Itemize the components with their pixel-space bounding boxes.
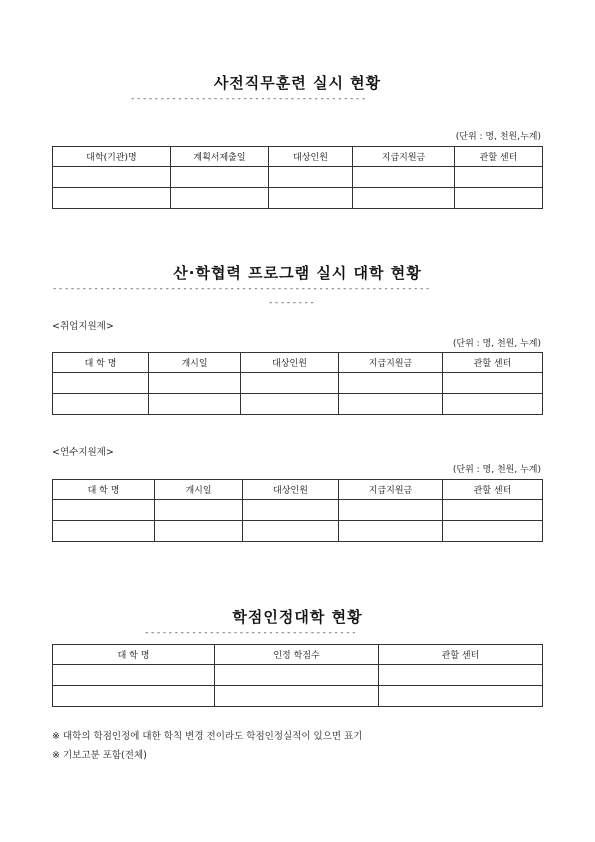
table-header-row — [53, 353, 543, 373]
header-cell: 대학(기관)명 — [53, 147, 171, 167]
table-cell[interactable] — [339, 521, 443, 542]
table-cell[interactable] — [53, 500, 155, 521]
table-cell[interactable] — [339, 373, 443, 394]
header-cell: 대 학 명 — [53, 645, 215, 665]
employment-support-table — [52, 352, 543, 415]
table-cell[interactable] — [243, 500, 339, 521]
table-cell[interactable] — [241, 394, 339, 415]
table-cell[interactable] — [353, 188, 455, 209]
table-cell[interactable] — [149, 394, 241, 415]
header-cell: 대 학 명 — [53, 353, 149, 373]
header-cell: 대상인원 — [241, 353, 339, 373]
header-cell: 관할 센터 — [455, 147, 543, 167]
table-cell[interactable] — [269, 167, 353, 188]
table-cell[interactable] — [443, 373, 543, 394]
table-cell[interactable] — [53, 373, 149, 394]
table-row — [53, 373, 543, 394]
table-cell[interactable] — [53, 188, 171, 209]
section1-table — [52, 146, 543, 209]
table-row — [53, 686, 543, 707]
table-cell[interactable] — [53, 394, 149, 415]
credit-recognition-table — [52, 644, 543, 707]
table-cell[interactable] — [53, 686, 215, 707]
footnote: ※ 대학의 학점인정에 대한 학칙 변경 전이라도 학점인정실적이 있으면 표기 — [52, 731, 363, 742]
subsection-training-label: <연수지원제> — [52, 447, 114, 458]
subsection-employment-unit-label: (단위 : 명, 천원, 누계) — [452, 339, 541, 349]
table-cell[interactable] — [149, 373, 241, 394]
section3-title: 학점인정대학 현황 — [232, 608, 363, 626]
header-cell: 관할 센터 — [443, 480, 543, 500]
table-cell[interactable] — [353, 167, 455, 188]
table-header-row — [53, 645, 543, 665]
header-cell: 대상인원 — [269, 147, 353, 167]
table-cell[interactable] — [241, 373, 339, 394]
training-support-table — [52, 479, 543, 542]
section1-title-underline: ---------------------------------------- — [130, 94, 367, 104]
table-cell[interactable] — [155, 500, 243, 521]
table-cell[interactable] — [443, 394, 543, 415]
table-row — [53, 665, 543, 686]
table-cell[interactable] — [53, 167, 171, 188]
section2-title-underline-continued: -------- — [268, 298, 316, 308]
section2-title: 산·학협력 프로그램 실시 대학 현황 — [173, 264, 422, 282]
table-row — [53, 188, 543, 209]
header-cell: 인정 학점수 — [215, 645, 379, 665]
header-cell: 관할 센터 — [379, 645, 543, 665]
section3-title-underline: ------------------------------------ — [144, 628, 358, 638]
header-cell: 개시일 — [149, 353, 241, 373]
header-cell: 대상인원 — [243, 480, 339, 500]
section1-unit-label: (단위 : 명, 천원,누계) — [455, 132, 541, 142]
table-cell[interactable] — [379, 686, 543, 707]
table-cell[interactable] — [339, 500, 443, 521]
header-cell: 개시일 — [155, 480, 243, 500]
table-row — [53, 394, 543, 415]
table-cell[interactable] — [443, 521, 543, 542]
table-header-row — [53, 147, 543, 167]
subsection-employment-label: <취업지원제> — [52, 321, 114, 332]
table-cell[interactable] — [215, 686, 379, 707]
header-cell: 지급지원금 — [339, 353, 443, 373]
table-cell[interactable] — [53, 665, 215, 686]
table-cell[interactable] — [339, 394, 443, 415]
table-row — [53, 521, 543, 542]
table-cell[interactable] — [171, 188, 269, 209]
header-cell: 관할 센터 — [443, 353, 543, 373]
section1-title: 사전직무훈련 실시 현황 — [213, 74, 382, 92]
table-cell[interactable] — [455, 167, 543, 188]
table-cell[interactable] — [269, 188, 353, 209]
section2-title-underline: ---------------------------------------------------------------- — [52, 284, 431, 294]
header-cell: 지급지원금 — [353, 147, 455, 167]
header-cell: 지급지원금 — [339, 480, 443, 500]
header-cell: 대 학 명 — [53, 480, 155, 500]
table-cell[interactable] — [53, 521, 155, 542]
table-header-row — [53, 480, 543, 500]
table-row — [53, 167, 543, 188]
header-cell: 계획서제출일 — [171, 147, 269, 167]
subsection-training-unit-label: (단위 : 명, 천원, 누계) — [452, 465, 541, 475]
table-cell[interactable] — [155, 521, 243, 542]
footnote: ※ 기보고분 포함(전체) — [52, 750, 147, 761]
table-cell[interactable] — [455, 188, 543, 209]
table-cell[interactable] — [443, 500, 543, 521]
table-cell[interactable] — [243, 521, 339, 542]
table-cell[interactable] — [379, 665, 543, 686]
table-cell[interactable] — [215, 665, 379, 686]
table-cell[interactable] — [171, 167, 269, 188]
table-row — [53, 500, 543, 521]
